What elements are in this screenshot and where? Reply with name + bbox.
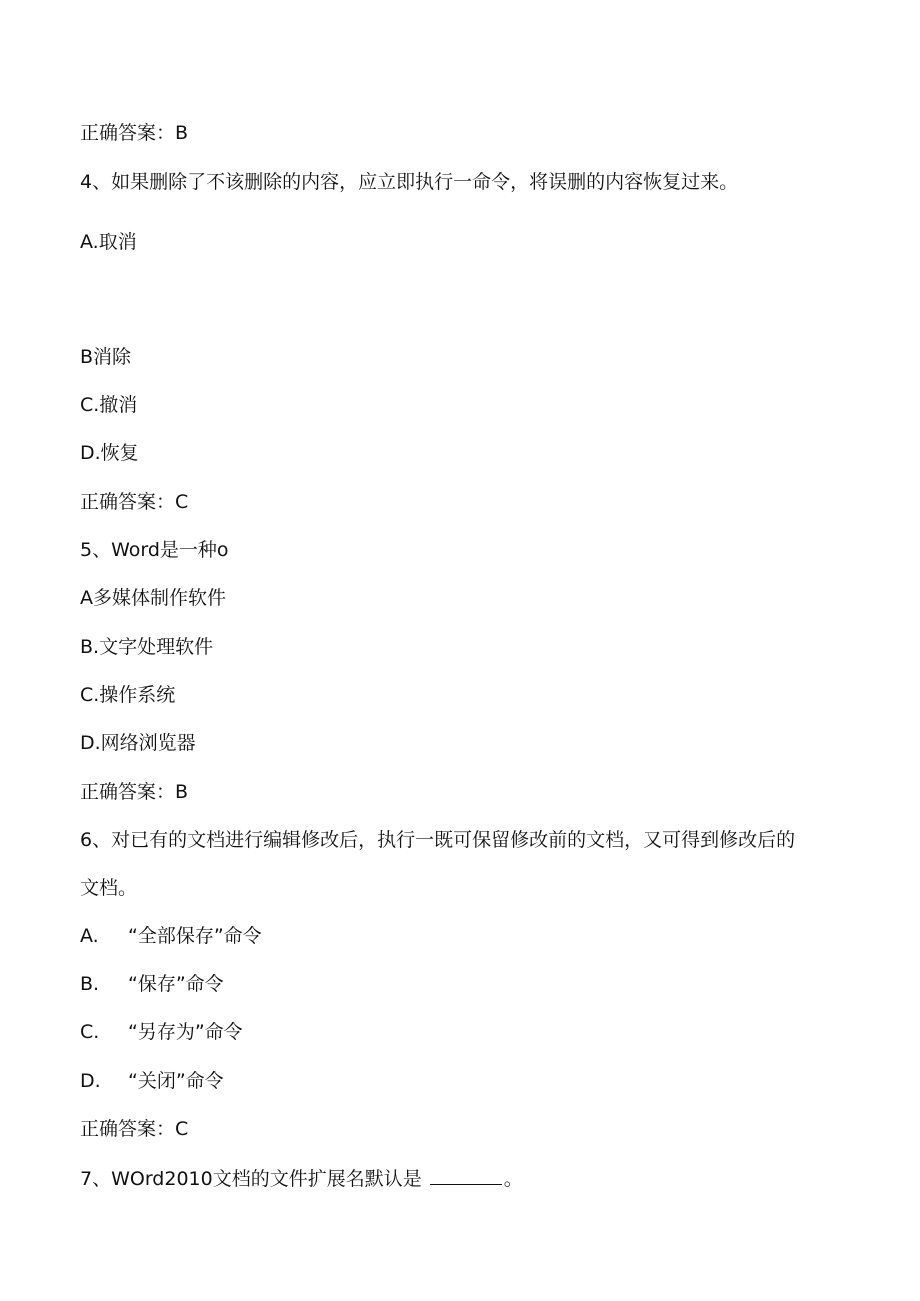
q6-option-b <box>80 972 224 996</box>
question-6-stem-line1: 6、对已有的文档进行编辑修改后，执行一既可保留修改前的文档，又可得到修改后的 <box>80 829 796 851</box>
q5-option-d: D.网络浏览器 <box>80 732 196 754</box>
question-6-stem-line2: 文档。 <box>80 877 138 899</box>
q4-option-c: C.撤消 <box>80 394 138 416</box>
q4-option-b: B消除 <box>80 346 132 368</box>
answer-q5: 正确答案：B <box>80 781 189 803</box>
q6-option-a-text: “全部保存”命令 <box>128 925 262 947</box>
q6-option-c-text: “另存为”命令 <box>128 1021 243 1043</box>
q4-option-d: D.恢复 <box>80 442 139 464</box>
q6-option-a <box>80 924 262 948</box>
q4-option-a: A.取消 <box>80 231 137 253</box>
q6-option-c <box>80 1020 243 1044</box>
question-7-stem <box>80 1166 523 1191</box>
q5-option-a: A多媒体制作软件 <box>80 587 226 609</box>
q6-option-c-letter: C. <box>80 1021 100 1043</box>
answer-q4: 正确答案：C <box>80 491 189 513</box>
q5-option-c: C.操作系统 <box>80 684 176 706</box>
q6-option-a-letter: A. <box>80 925 99 947</box>
question-5-stem: 5、Word是一种o <box>80 539 229 561</box>
q5-option-b: B.文字处理软件 <box>80 636 214 658</box>
q6-option-d <box>80 1069 224 1093</box>
q7-stem-before: 7、WOrd2010文档的文件扩展名默认是 <box>80 1168 422 1190</box>
question-4-stem: 4、如果删除了不该删除的内容，应立即执行一命令，将误删的内容恢复过来。 <box>80 171 739 193</box>
q6-option-b-text: “保存”命令 <box>128 973 224 995</box>
answer-q6: 正确答案：C <box>80 1118 189 1140</box>
q6-option-d-letter: D. <box>80 1070 101 1092</box>
q6-option-d-text: “关闭”命令 <box>128 1070 224 1092</box>
answer-q3: 正确答案：B <box>80 122 189 144</box>
q7-stem-after: 。 <box>503 1168 523 1190</box>
q7-answer-blank <box>430 1166 502 1185</box>
q6-option-b-letter: B. <box>80 973 100 995</box>
